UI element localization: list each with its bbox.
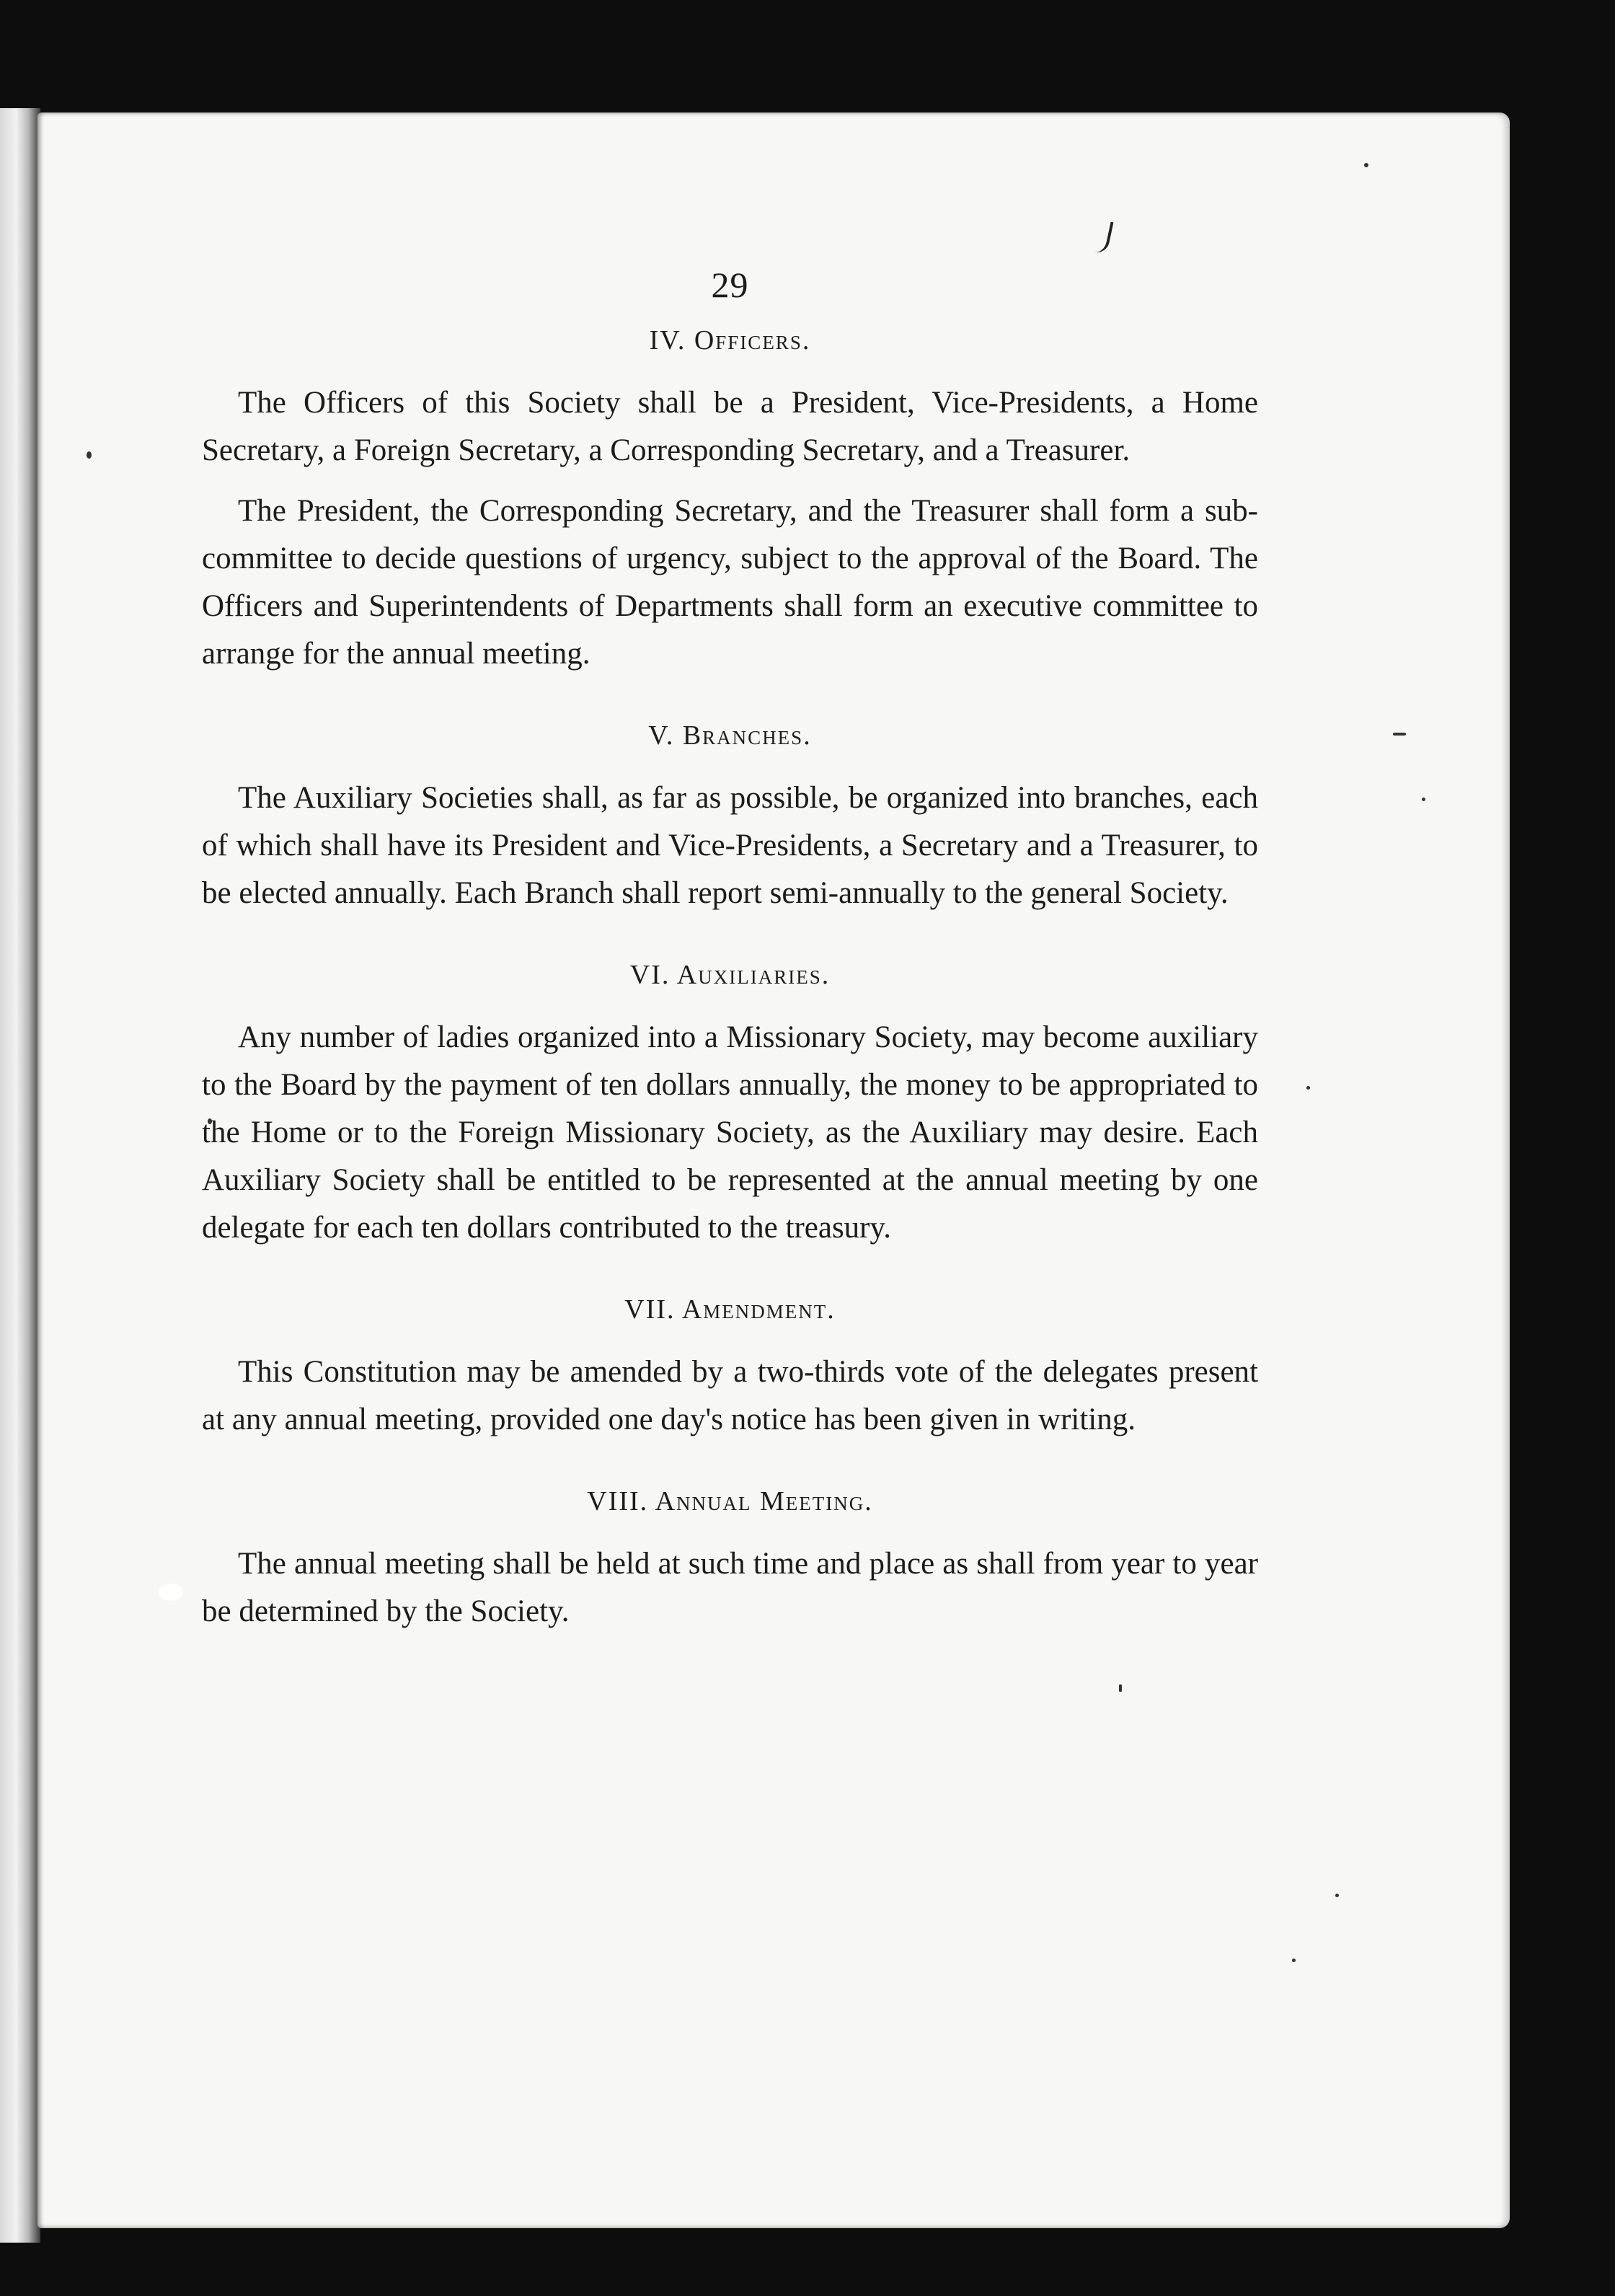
ink-mark xyxy=(1094,220,1113,255)
section-heading: VII. Amendment. xyxy=(624,1294,836,1325)
paragraph: The Officers of this Society shall be a President, Vice-Presidents, a Home Secretary, a Foreign Secretary, a Corresponding Secretary, and a Treasurer. xyxy=(202,386,1258,467)
section-heading: VI. Auxiliaries. xyxy=(629,960,831,990)
ink-speck xyxy=(1364,163,1368,167)
book-page xyxy=(37,112,1510,2228)
facing-page-edge xyxy=(0,108,40,2243)
section-heading: IV. Officers. xyxy=(649,325,811,356)
paragraph: Any number of ladies organized into a Missionary Society, may become auxiliary to the Board by the payment of ten dollars annually, the money to be appropriated to the Home or to the Foreign Missionary Society, as the Auxiliary may desire. Each Auxiliary Society shall be entitled to be represented at the annual meeting by one delegate for each ten dollars contributed to the treasury. xyxy=(202,1020,1258,1245)
paragraph: The Auxiliary Societies shall, as far as possible, be organized into branches, each of which shall have its President and Vice-Presidents, a Secretary and a Treasurer, to be elected annually. Each Branch shall report semi-annually to the general Society. xyxy=(202,781,1258,910)
section-officers xyxy=(202,324,1258,678)
section-heading: VIII. Annual Meeting. xyxy=(587,1486,873,1516)
section-amendment xyxy=(202,1294,1258,1444)
section-branches xyxy=(202,720,1258,917)
ink-speck xyxy=(87,451,92,459)
page-number: 29 xyxy=(711,265,749,305)
ink-speck xyxy=(1422,798,1425,801)
paragraph: The President, the Corresponding Secretary, and the Treasurer shall form a sub-committee to decide questions of urgency, subject to the approval of the Board. The Officers and Superintendents of Departments shall form an executive committee to arrange for the annual meeting. xyxy=(202,494,1258,671)
paragraph: The annual meeting shall be held at such time and place as shall from year to year be determined by the Society. xyxy=(202,1547,1258,1628)
paper-blotch xyxy=(159,1584,183,1601)
paragraph: This Constitution may be amended by a two-thirds vote of the delegates present at any annual meeting, provided one day's notice has been given in writing. xyxy=(202,1355,1258,1436)
section-heading: V. Branches. xyxy=(648,720,812,751)
ink-speck xyxy=(1292,1959,1296,1962)
ink-speck xyxy=(1393,733,1406,736)
ink-speck xyxy=(1306,1086,1310,1090)
ink-speck xyxy=(1335,1894,1339,1897)
section-auxiliaries xyxy=(202,959,1258,1252)
ink-speck xyxy=(1119,1685,1122,1692)
section-annual-meeting xyxy=(202,1485,1258,1635)
page-text-block xyxy=(202,264,1258,1635)
